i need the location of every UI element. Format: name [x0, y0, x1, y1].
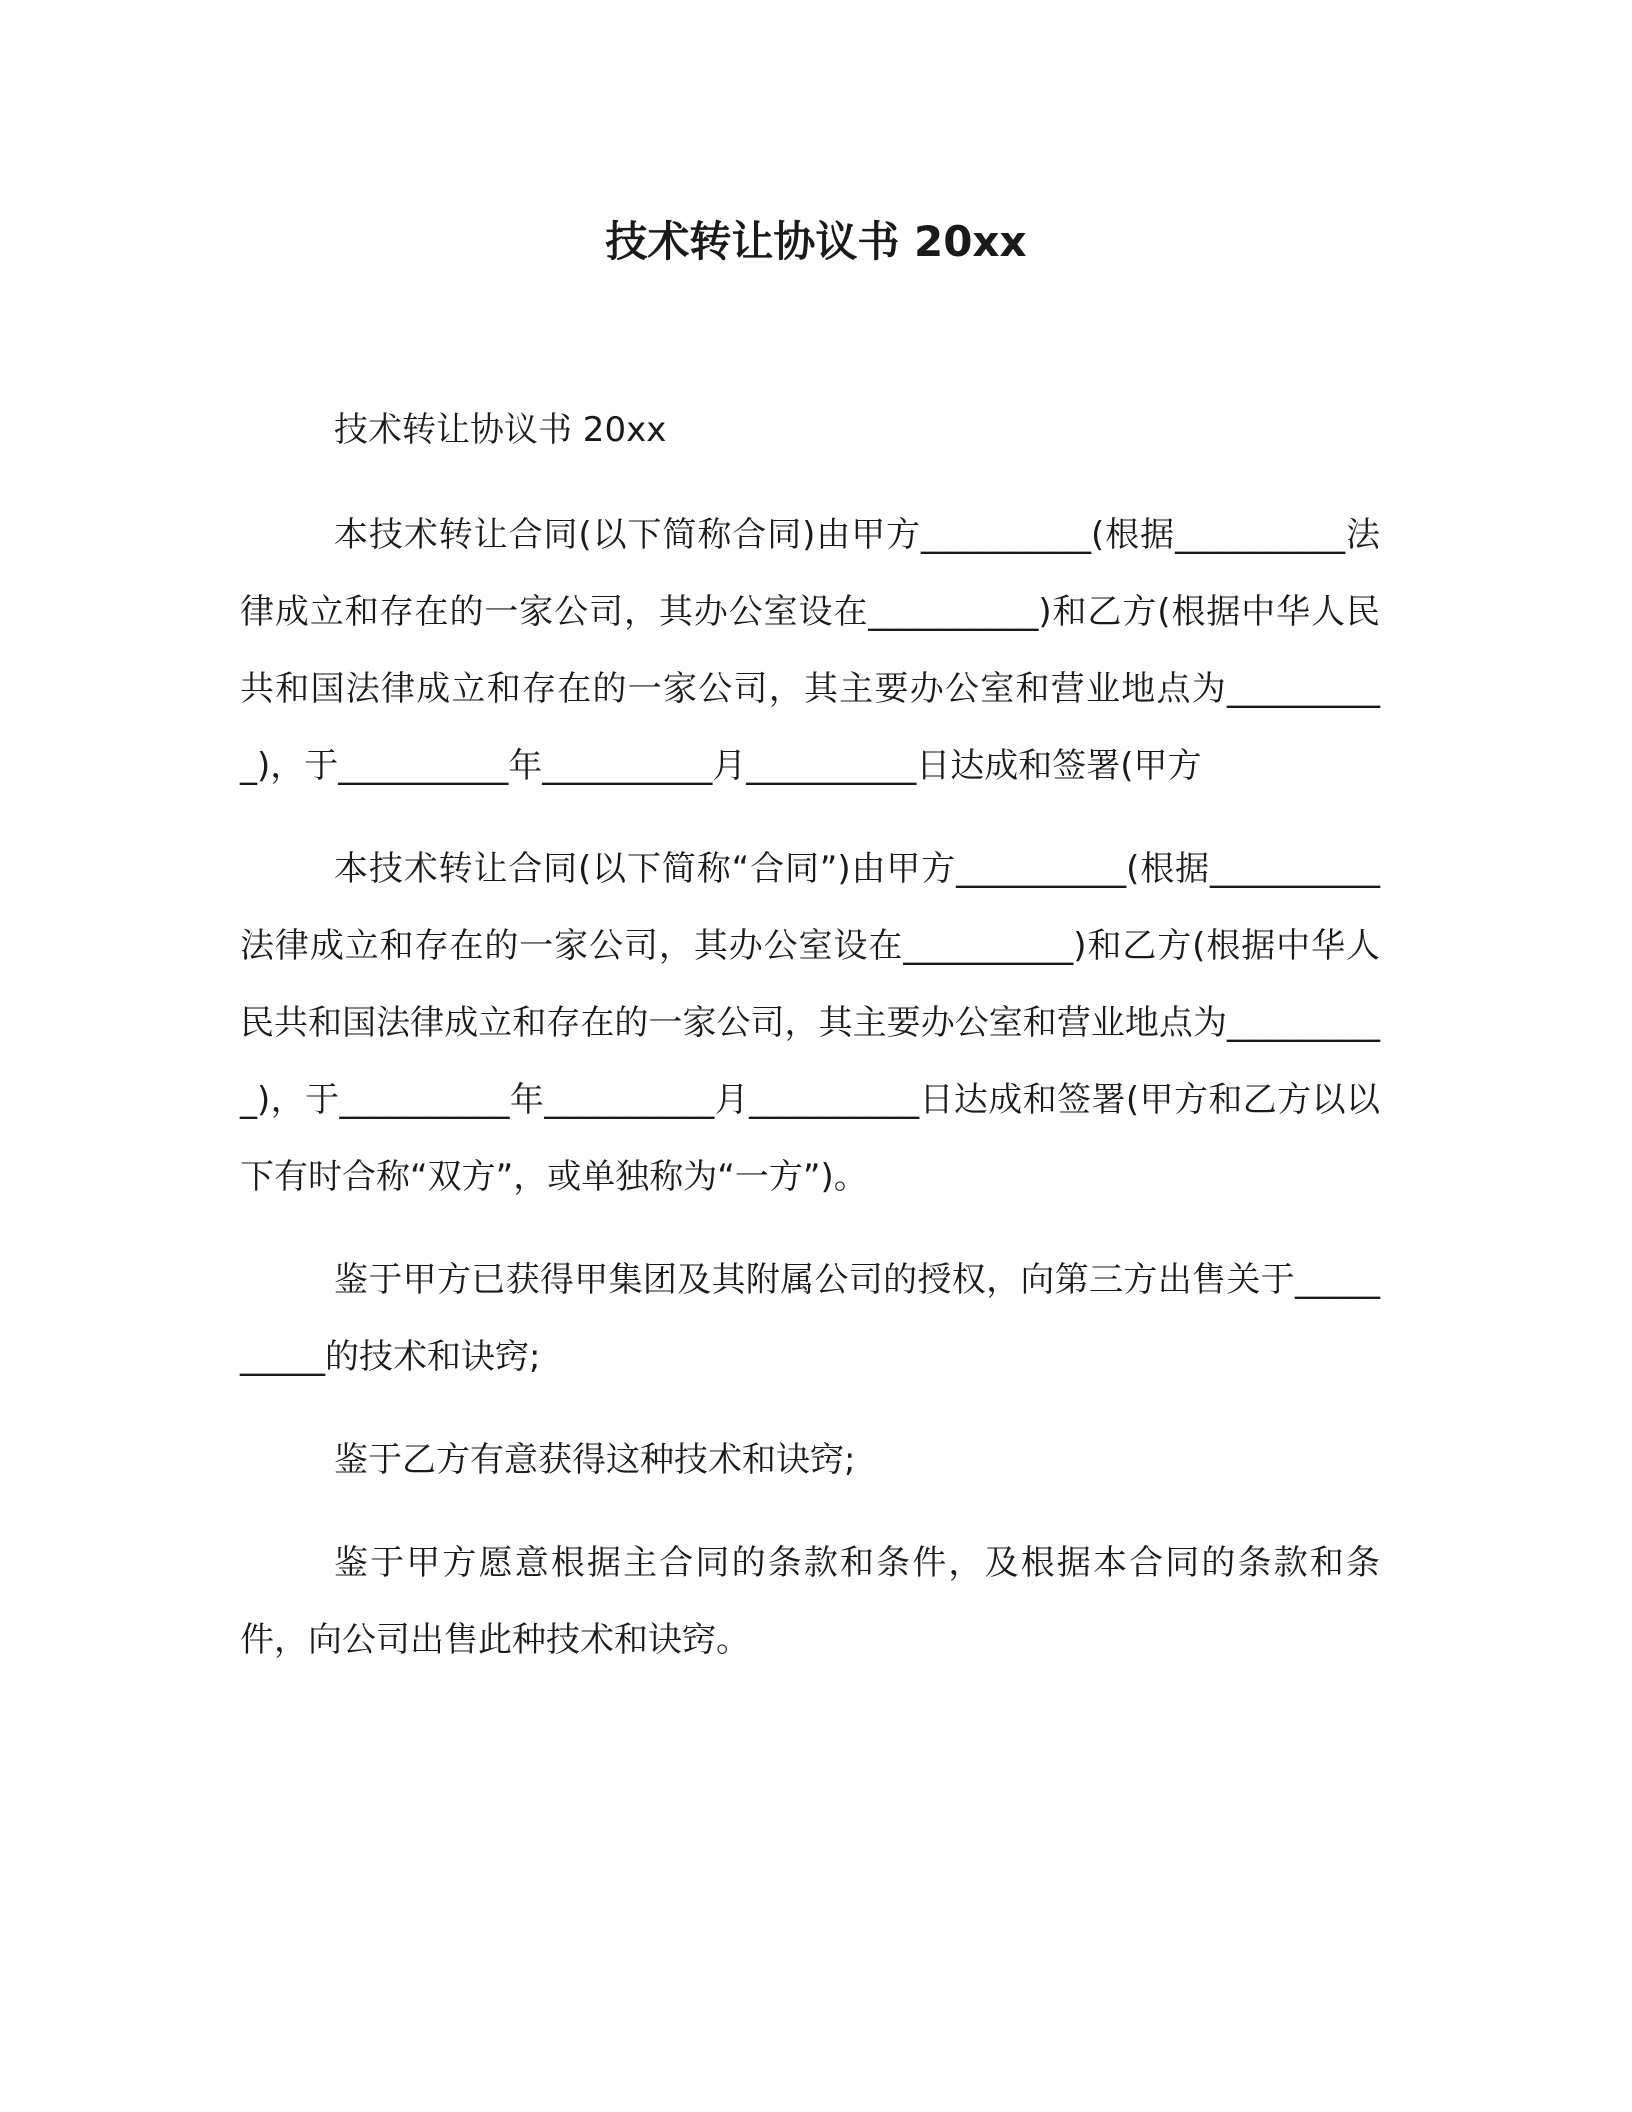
document-body — [240, 392, 1380, 1679]
document-subtitle: 技术转让协议书 20xx — [334, 410, 667, 450]
paragraph-1: 本技术转让合同(以下简称合同)由甲方__________(根据__________法律成立和存在的一家公司，其办公室设在__________)和乙方(根据中华人民共和国法律成立和存在的一家公司，其主要办公室和营业地点为__________)，于__________年__________月__________日达成和签署(甲方 — [240, 515, 1380, 786]
paragraph-4: 鉴于乙方有意获得这种技术和诀窍; — [334, 1440, 856, 1480]
paragraph-5: 鉴于甲方愿意根据主合同的条款和条件，及根据本合同的条款和条件，向公司出售此种技术和诀窍。 — [240, 1543, 1380, 1660]
document-title: 技术转让协议书 20xx — [605, 217, 1027, 266]
paragraph-3: 鉴于甲方已获得甲集团及其附属公司的授权，向第三方出售关于__________的技术和诀窍; — [240, 1260, 1380, 1377]
paragraph-2: 本技术转让合同(以下简称“合同”)由甲方__________(根据__________法律成立和存在的一家公司，其办公室设在__________)和乙方(根据中华人民共和国法律成立和存在的一家公司，其主要办公室和营业地点为__________)，于__________年__________月__________日达成和签署(甲方和乙方以以下有时合称“双方”，或单独称为“一方”)。 — [240, 849, 1380, 1197]
